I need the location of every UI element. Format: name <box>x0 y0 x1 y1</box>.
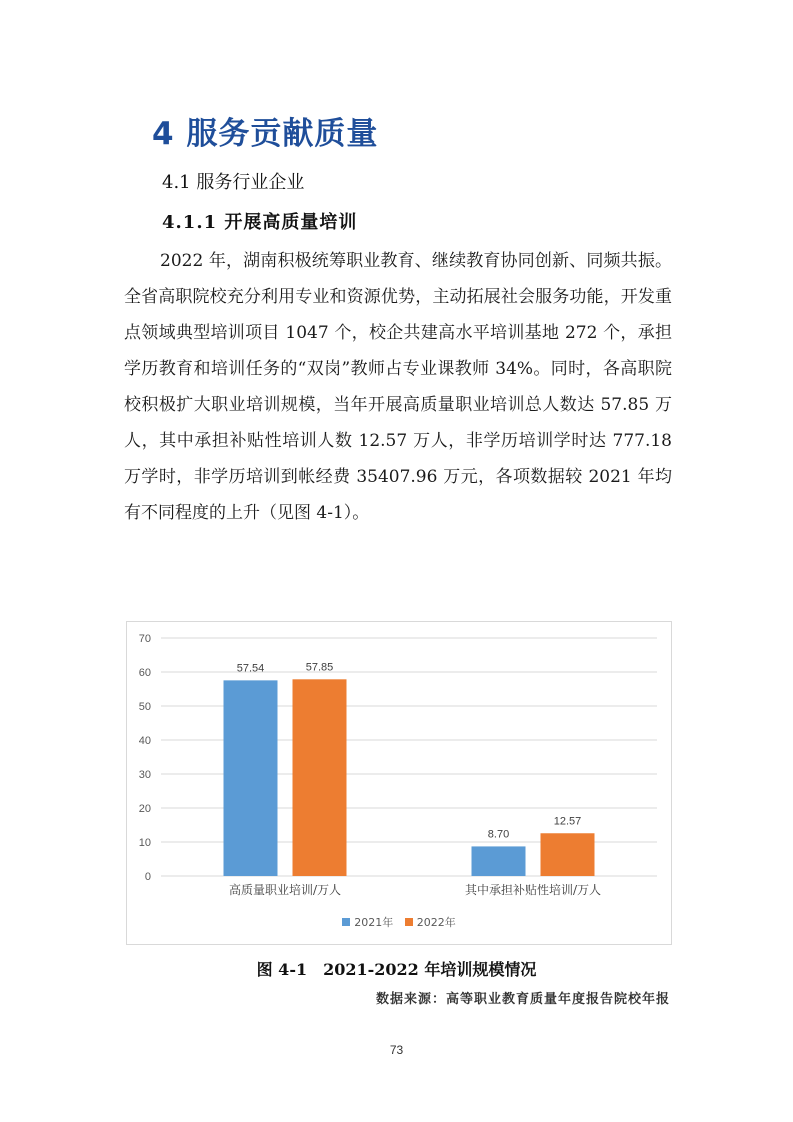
subsection-heading: 4.1.1 开展高质量培训 <box>162 212 358 233</box>
data-source-note: 数据来源：高等职业教育质量年度报告院校年报 <box>375 992 670 1007</box>
section-heading: 4.1 服务行业企业 <box>162 172 305 193</box>
legend-label-2022: 2022年 <box>416 916 456 929</box>
bar-2022-cat1 <box>541 833 595 876</box>
y-tick-label-2: 20 <box>138 803 151 815</box>
data-label-2022-cat0: 57.85 <box>305 661 334 674</box>
data-label-2022-cat1: 12.57 <box>553 815 582 828</box>
page-number: 73 <box>389 1043 404 1057</box>
x-category-label-1: 其中承担补贴性培训/万人 <box>464 883 602 897</box>
y-tick-label-5: 50 <box>138 701 151 713</box>
chapter-heading: 4 服务贡献质量 <box>152 116 379 152</box>
chart-canvas <box>127 622 671 944</box>
y-tick-label-1: 10 <box>138 837 151 849</box>
bar-2021-cat1 <box>472 846 526 876</box>
bar-2022-cat0 <box>293 679 347 876</box>
data-label-2021-cat1: 8.70 <box>487 828 510 841</box>
y-tick-label-7: 70 <box>138 633 151 645</box>
figure-caption: 图 4-1 2021-2022 年培训规模情况 <box>256 960 537 979</box>
y-tick-label-3: 30 <box>138 769 151 781</box>
x-category-label-0: 高质量职业培训/万人 <box>228 883 342 897</box>
y-tick-label-4: 40 <box>138 735 151 747</box>
bar-2021-cat0 <box>224 680 278 876</box>
bar-chart <box>126 621 672 945</box>
y-tick-label-0: 0 <box>144 871 151 883</box>
body-paragraph: 2022 年，湖南积极统筹职业教育、继续教育协同创新、同频共振。全省高职院校充分利用专业和资源优势，主动拓展社会服务功能，开发重点领域典型培训项目 1047 个，校企共建高水平培训基地 272 个，承担学历教育和培训任务的“双岗”教师占专业课教师 34%。同时，各高职院校积极扩大职业培训规模，当年开展高质量职业培训总人数达 57.85 万人，其中承担补贴性培训人数 12.57 万人，非学历培训学时达 777.18 万学时，非学历培训到帐经费 35407.96 万元，各项数据较 2021 年均有不同程度的上升（见图 4-1）。 <box>124 251 672 523</box>
chart-legend <box>127 914 671 930</box>
legend-swatch-2022 <box>405 918 413 926</box>
legend-item-2022 <box>405 914 456 930</box>
legend-item-2021 <box>342 914 393 930</box>
legend-label-2021: 2021年 <box>354 916 394 929</box>
data-label-2021-cat0: 57.54 <box>236 662 265 675</box>
y-tick-label-6: 60 <box>138 667 151 679</box>
legend-swatch-2021 <box>342 918 350 926</box>
